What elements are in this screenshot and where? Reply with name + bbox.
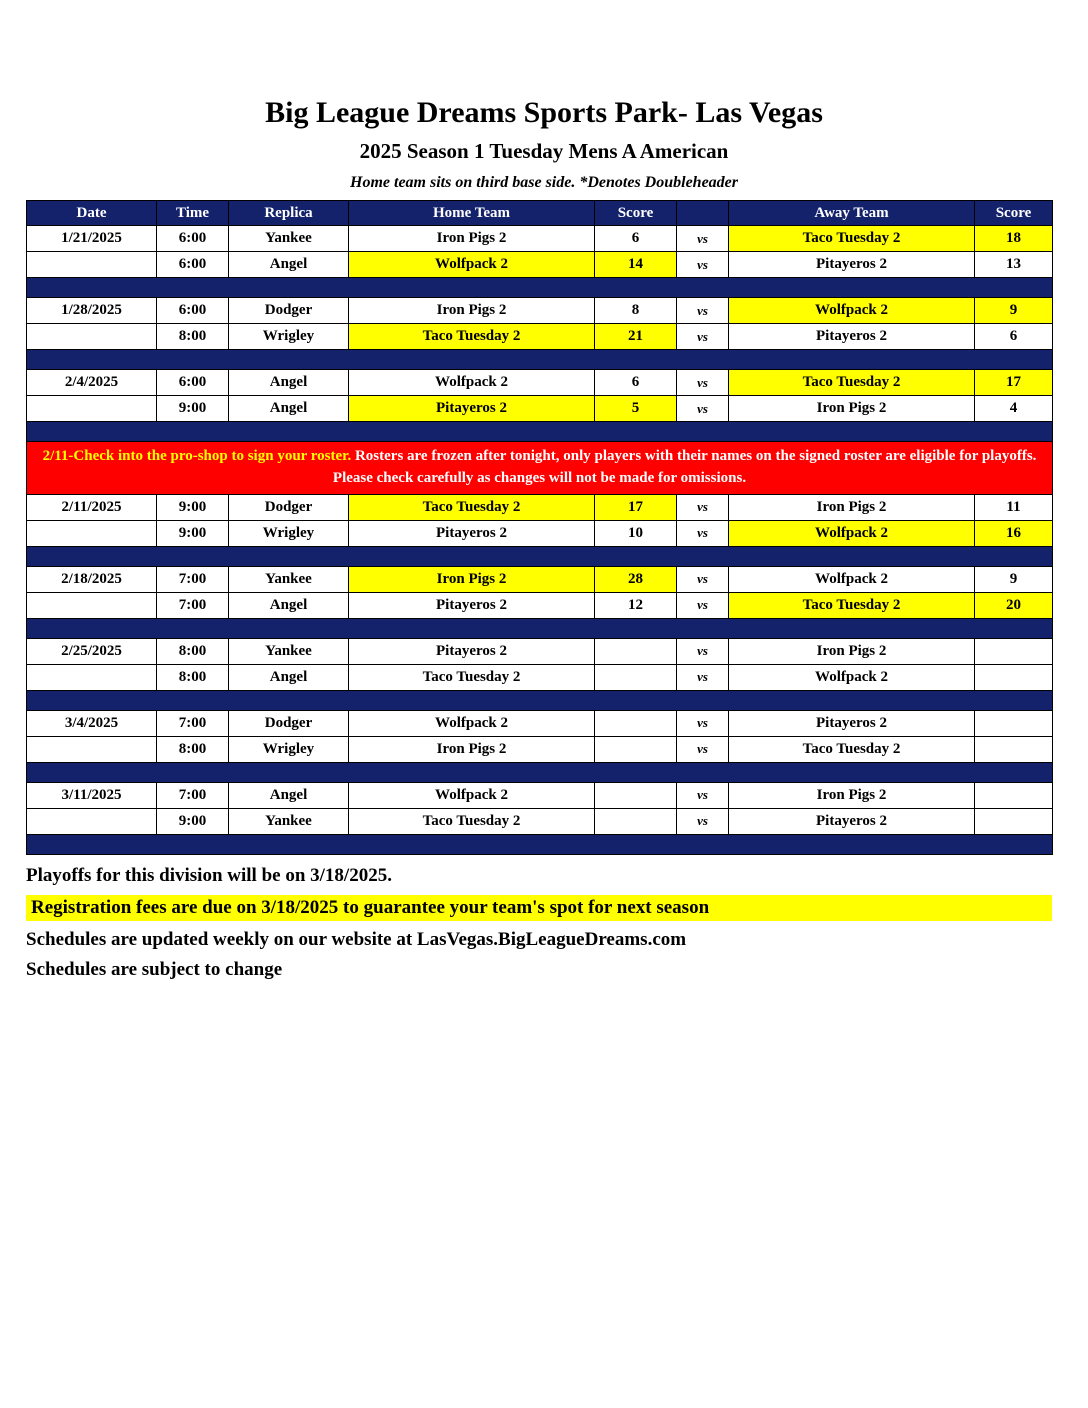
away-team-cell: Taco Tuesday 2 — [729, 592, 975, 618]
away-team-cell: Pitayeros 2 — [729, 808, 975, 834]
away-team-cell: Iron Pigs 2 — [729, 782, 975, 808]
date-cell — [27, 324, 157, 350]
spacer-row — [27, 278, 1053, 298]
spacer-cell — [27, 422, 1053, 442]
home-team-cell: Taco Tuesday 2 — [349, 494, 595, 520]
time-cell: 8:00 — [157, 638, 229, 664]
away-team-cell: Pitayeros 2 — [729, 324, 975, 350]
vs-cell: vs — [677, 494, 729, 520]
date-cell — [27, 592, 157, 618]
home-team-cell: Pitayeros 2 — [349, 520, 595, 546]
website-note: Schedules are updated weekly on our website at LasVegas.BigLeagueDreams.com — [26, 928, 687, 950]
away-team-cell: Pitayeros 2 — [729, 710, 975, 736]
replica-cell: Dodger — [229, 710, 349, 736]
spacer-row — [27, 834, 1053, 854]
spacer-cell — [27, 762, 1053, 782]
home-team-note: Home team sits on third base side. *Denotes Doubleheader — [350, 174, 738, 191]
home-team-cell: Iron Pigs 2 — [349, 298, 595, 324]
home-score-cell: 12 — [595, 592, 677, 618]
away-score-cell — [975, 782, 1053, 808]
time-cell: 8:00 — [157, 324, 229, 350]
date-cell: 2/18/2025 — [27, 566, 157, 592]
away-team-cell: Wolfpack 2 — [729, 520, 975, 546]
vs-cell: vs — [677, 736, 729, 762]
game-row — [27, 226, 1053, 252]
home-score-cell: 6 — [595, 370, 677, 396]
home-team-cell: Wolfpack 2 — [349, 782, 595, 808]
date-cell — [27, 520, 157, 546]
header-away-team: Away Team — [729, 201, 975, 226]
home-team-cell: Iron Pigs 2 — [349, 736, 595, 762]
home-team-cell: Taco Tuesday 2 — [349, 664, 595, 690]
away-score-cell: 17 — [975, 370, 1053, 396]
date-cell: 2/4/2025 — [27, 370, 157, 396]
date-cell: 1/21/2025 — [27, 226, 157, 252]
spacer-row — [27, 546, 1053, 566]
away-team-cell: Wolfpack 2 — [729, 298, 975, 324]
footer-notes — [26, 865, 1052, 981]
page-subtitle: 2025 Season 1 Tuesday Mens A American — [359, 139, 729, 163]
header-home-team: Home Team — [349, 201, 595, 226]
away-score-cell: 16 — [975, 520, 1053, 546]
away-score-cell: 4 — [975, 396, 1053, 422]
date-cell — [27, 736, 157, 762]
time-cell: 9:00 — [157, 396, 229, 422]
schedule-table — [26, 200, 1053, 855]
replica-cell: Yankee — [229, 566, 349, 592]
game-row — [27, 252, 1053, 278]
time-cell: 9:00 — [157, 808, 229, 834]
playoffs-note: Playoffs for this division will be on 3/18/2025. — [26, 864, 392, 886]
roster-banner — [27, 442, 1053, 495]
away-team-cell: Taco Tuesday 2 — [729, 370, 975, 396]
away-team-cell: Iron Pigs 2 — [729, 396, 975, 422]
replica-cell: Yankee — [229, 808, 349, 834]
time-cell: 7:00 — [157, 566, 229, 592]
roster-banner-body-text: Rosters are frozen after tonight, only players with their names on the signed roster are eligible for playoffs. Please check carefully as changes will not be made for omissions. — [332, 448, 1037, 486]
game-row — [27, 736, 1053, 762]
game-row — [27, 592, 1053, 618]
header-home-score: Score — [595, 201, 677, 226]
time-cell: 9:00 — [157, 520, 229, 546]
replica-cell: Angel — [229, 664, 349, 690]
vs-cell: vs — [677, 782, 729, 808]
replica-cell: Wrigley — [229, 324, 349, 350]
home-score-cell — [595, 808, 677, 834]
game-row — [27, 808, 1053, 834]
page-title: Big League Dreams Sports Park- Las Vegas — [265, 96, 823, 129]
away-score-cell — [975, 736, 1053, 762]
replica-cell: Angel — [229, 592, 349, 618]
game-row — [27, 566, 1053, 592]
home-team-cell: Iron Pigs 2 — [349, 566, 595, 592]
date-cell — [27, 252, 157, 278]
away-score-cell — [975, 808, 1053, 834]
date-cell — [27, 664, 157, 690]
away-score-cell: 11 — [975, 494, 1053, 520]
away-team-cell: Taco Tuesday 2 — [729, 736, 975, 762]
vs-cell: vs — [677, 298, 729, 324]
home-team-cell: Pitayeros 2 — [349, 638, 595, 664]
home-score-cell: 17 — [595, 494, 677, 520]
game-row — [27, 396, 1053, 422]
roster-banner-highlight-text: 2/11-Check into the pro-shop to sign your roster. — [42, 448, 352, 464]
home-score-cell: 21 — [595, 324, 677, 350]
game-row — [27, 520, 1053, 546]
away-score-cell: 18 — [975, 226, 1053, 252]
time-cell: 7:00 — [157, 710, 229, 736]
game-row — [27, 638, 1053, 664]
registration-note: Registration fees are due on 3/18/2025 to guarantee your team's spot for next season — [26, 895, 1052, 921]
date-cell: 3/4/2025 — [27, 710, 157, 736]
home-score-cell: 28 — [595, 566, 677, 592]
home-score-cell: 10 — [595, 520, 677, 546]
away-score-cell: 9 — [975, 566, 1053, 592]
spacer-cell — [27, 690, 1053, 710]
away-score-cell — [975, 638, 1053, 664]
vs-cell: vs — [677, 226, 729, 252]
time-cell: 9:00 — [157, 494, 229, 520]
replica-cell: Angel — [229, 782, 349, 808]
home-score-cell — [595, 664, 677, 690]
home-score-cell — [595, 736, 677, 762]
away-score-cell — [975, 710, 1053, 736]
time-cell: 8:00 — [157, 664, 229, 690]
home-team-cell: Taco Tuesday 2 — [349, 324, 595, 350]
spacer-cell — [27, 278, 1053, 298]
game-row — [27, 494, 1053, 520]
time-cell: 6:00 — [157, 226, 229, 252]
away-score-cell: 6 — [975, 324, 1053, 350]
time-cell: 7:00 — [157, 782, 229, 808]
replica-cell: Angel — [229, 252, 349, 278]
away-team-cell: Taco Tuesday 2 — [729, 226, 975, 252]
header-away-score: Score — [975, 201, 1053, 226]
schedule-change-note: Schedules are subject to change — [26, 958, 283, 980]
schedule-table-body — [27, 226, 1053, 855]
replica-cell: Wrigley — [229, 520, 349, 546]
time-cell: 6:00 — [157, 252, 229, 278]
spacer-row — [27, 762, 1053, 782]
replica-cell: Yankee — [229, 638, 349, 664]
away-team-cell: Wolfpack 2 — [729, 566, 975, 592]
time-cell: 6:00 — [157, 370, 229, 396]
away-score-cell: 20 — [975, 592, 1053, 618]
spacer-cell — [27, 546, 1053, 566]
vs-cell: vs — [677, 324, 729, 350]
away-team-cell: Pitayeros 2 — [729, 252, 975, 278]
home-score-cell: 8 — [595, 298, 677, 324]
game-row — [27, 664, 1053, 690]
vs-cell: vs — [677, 520, 729, 546]
date-cell — [27, 808, 157, 834]
vs-cell: vs — [677, 592, 729, 618]
replica-cell: Dodger — [229, 298, 349, 324]
date-cell: 1/28/2025 — [27, 298, 157, 324]
game-row — [27, 324, 1053, 350]
vs-cell: vs — [677, 396, 729, 422]
game-row — [27, 710, 1053, 736]
vs-cell: vs — [677, 370, 729, 396]
home-score-cell: 14 — [595, 252, 677, 278]
header-time: Time — [157, 201, 229, 226]
header-date: Date — [27, 201, 157, 226]
away-score-cell — [975, 664, 1053, 690]
home-score-cell: 6 — [595, 226, 677, 252]
banner-row — [27, 442, 1053, 495]
header-replica: Replica — [229, 201, 349, 226]
home-score-cell — [595, 638, 677, 664]
spacer-cell — [27, 618, 1053, 638]
date-cell: 3/11/2025 — [27, 782, 157, 808]
vs-cell: vs — [677, 566, 729, 592]
spacer-cell — [27, 350, 1053, 370]
home-score-cell: 5 — [595, 396, 677, 422]
home-team-cell: Taco Tuesday 2 — [349, 808, 595, 834]
vs-cell: vs — [677, 710, 729, 736]
home-team-cell: Pitayeros 2 — [349, 592, 595, 618]
game-row — [27, 298, 1053, 324]
away-team-cell: Iron Pigs 2 — [729, 638, 975, 664]
date-cell: 2/25/2025 — [27, 638, 157, 664]
home-team-cell: Wolfpack 2 — [349, 370, 595, 396]
time-cell: 7:00 — [157, 592, 229, 618]
date-cell: 2/11/2025 — [27, 494, 157, 520]
spacer-cell — [27, 834, 1053, 854]
spacer-row — [27, 618, 1053, 638]
date-cell — [27, 396, 157, 422]
spacer-row — [27, 422, 1053, 442]
spacer-row — [27, 350, 1053, 370]
home-score-cell — [595, 782, 677, 808]
replica-cell: Angel — [229, 396, 349, 422]
home-team-cell: Wolfpack 2 — [349, 252, 595, 278]
away-team-cell: Wolfpack 2 — [729, 664, 975, 690]
replica-cell: Dodger — [229, 494, 349, 520]
home-team-cell: Iron Pigs 2 — [349, 226, 595, 252]
table-header-row — [27, 201, 1053, 226]
away-score-cell: 13 — [975, 252, 1053, 278]
replica-cell: Yankee — [229, 226, 349, 252]
away-team-cell: Iron Pigs 2 — [729, 494, 975, 520]
header-vs — [677, 201, 729, 226]
vs-cell: vs — [677, 808, 729, 834]
vs-cell: vs — [677, 638, 729, 664]
game-row — [27, 782, 1053, 808]
replica-cell: Wrigley — [229, 736, 349, 762]
spacer-row — [27, 690, 1053, 710]
game-row — [27, 370, 1053, 396]
vs-cell: vs — [677, 664, 729, 690]
home-score-cell — [595, 710, 677, 736]
replica-cell: Angel — [229, 370, 349, 396]
away-score-cell: 9 — [975, 298, 1053, 324]
vs-cell: vs — [677, 252, 729, 278]
home-team-cell: Wolfpack 2 — [349, 710, 595, 736]
time-cell: 8:00 — [157, 736, 229, 762]
home-team-cell: Pitayeros 2 — [349, 396, 595, 422]
time-cell: 6:00 — [157, 298, 229, 324]
